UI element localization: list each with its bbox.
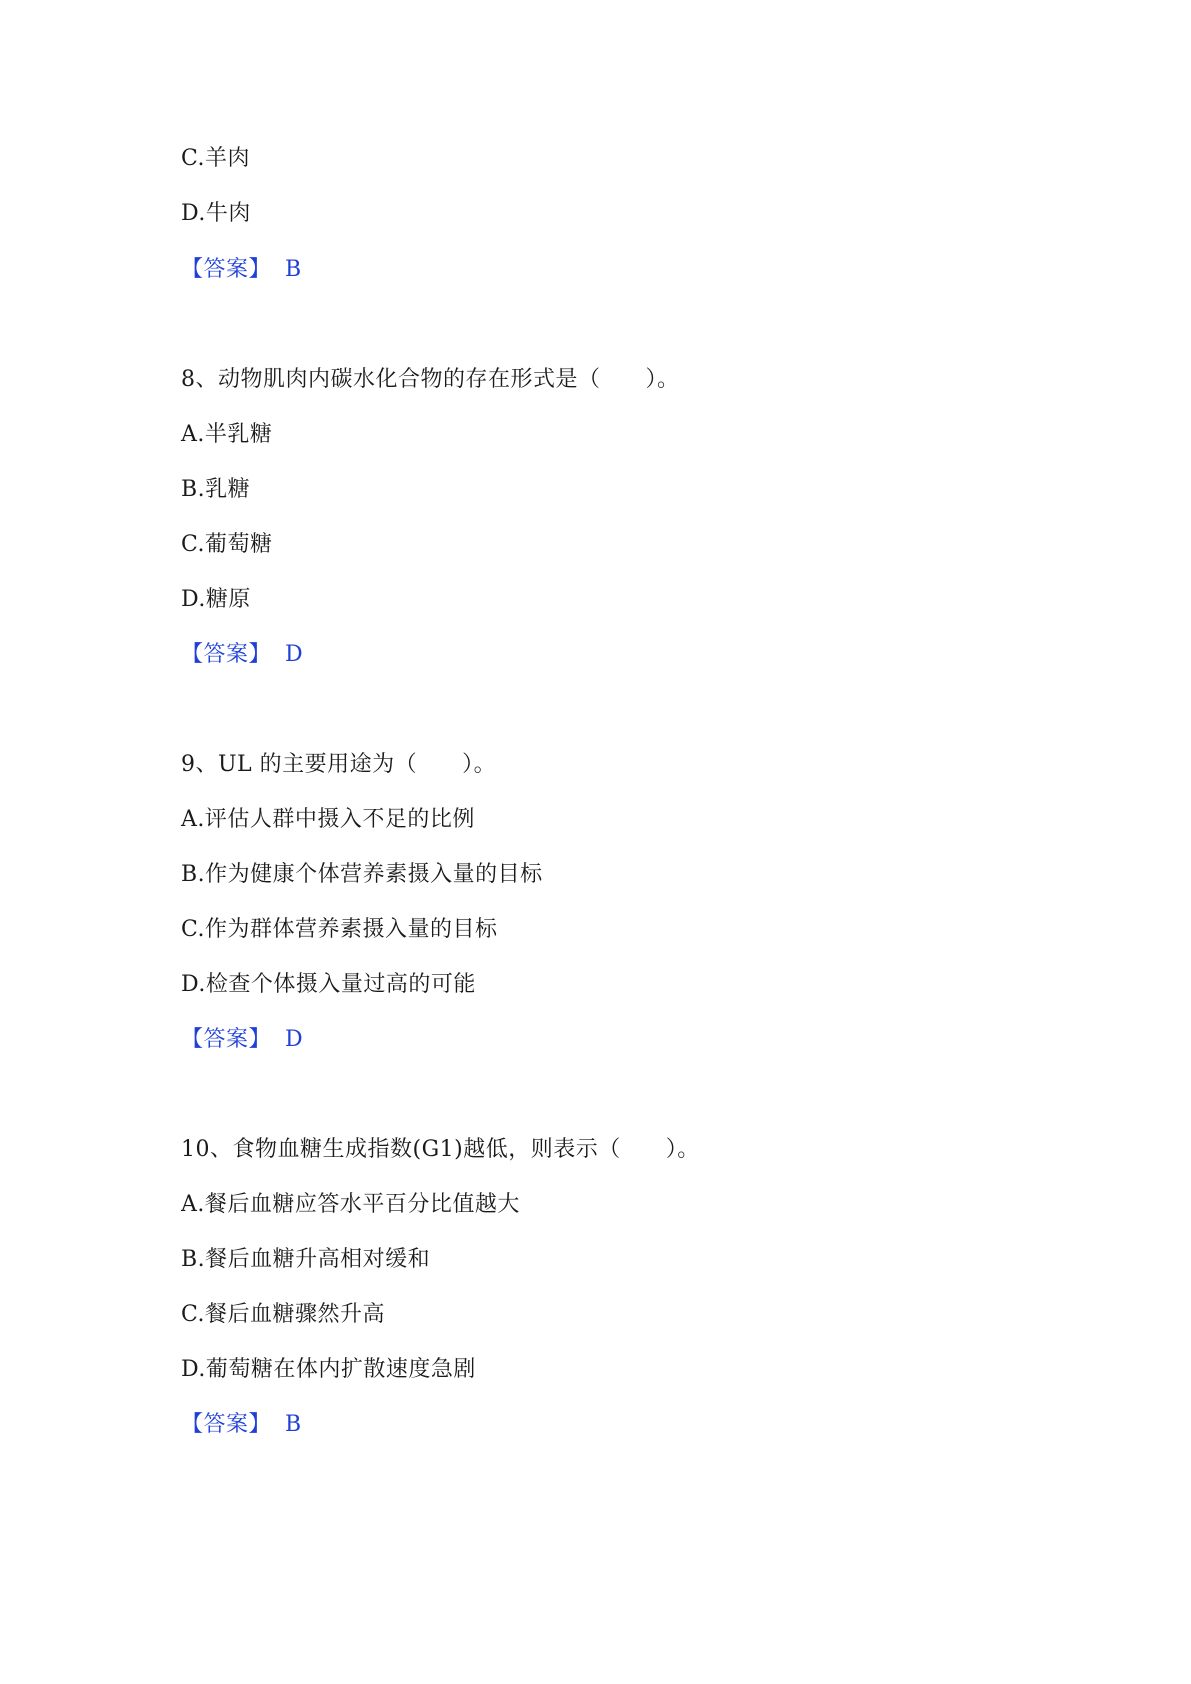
option-a: A.半乳糖 bbox=[181, 422, 273, 447]
option-d: D.牛肉 bbox=[181, 201, 251, 226]
answer-label: 【答案】 bbox=[181, 1027, 272, 1052]
answer-label: 【答案】 bbox=[181, 642, 272, 667]
answer-value: B bbox=[285, 257, 302, 282]
option-c: C.羊肉 bbox=[181, 146, 251, 171]
answer-label: 【答案】 bbox=[181, 257, 272, 282]
option-b: B.作为健康个体营养素摄入量的目标 bbox=[181, 862, 543, 887]
option-b: B.餐后血糖升高相对缓和 bbox=[181, 1247, 431, 1272]
answer-line bbox=[181, 640, 303, 670]
question-stem: 8、动物肌肉内碳水化合物的存在形式是（ ）。 bbox=[181, 367, 680, 392]
answer-line bbox=[181, 255, 302, 285]
option-d: D.葡萄糖在体内扩散速度急剧 bbox=[181, 1357, 476, 1382]
question-stem: 10、食物血糖生成指数(G1)越低，则表示（ ）。 bbox=[181, 1137, 700, 1162]
option-b: B.乳糖 bbox=[181, 477, 251, 502]
answer-line bbox=[181, 1025, 303, 1055]
answer-label: 【答案】 bbox=[181, 1412, 272, 1437]
option-a: A.餐后血糖应答水平百分比值越大 bbox=[181, 1192, 520, 1217]
option-c: C.餐后血糖骤然升高 bbox=[181, 1302, 386, 1327]
answer-value: D bbox=[285, 642, 304, 667]
option-c: C.葡萄糖 bbox=[181, 532, 273, 557]
option-a: A.评估人群中摄入不足的比例 bbox=[181, 807, 475, 832]
option-d: D.糖原 bbox=[181, 587, 251, 612]
question-stem: 9、UL 的主要用途为（ ）。 bbox=[181, 752, 497, 777]
answer-line bbox=[181, 1410, 302, 1440]
answer-value: B bbox=[285, 1412, 302, 1437]
option-d: D.检查个体摄入量过高的可能 bbox=[181, 972, 476, 997]
option-c: C.作为群体营养素摄入量的目标 bbox=[181, 917, 498, 942]
answer-value: D bbox=[285, 1027, 304, 1052]
